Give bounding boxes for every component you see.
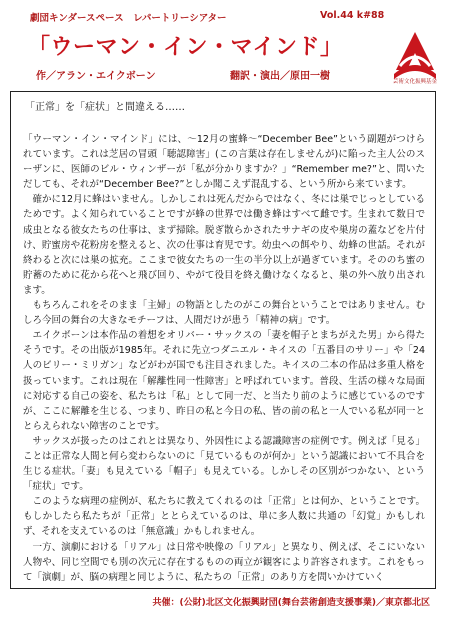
paragraph: このような病理の症例が、私たちに教えてくれるのは「正常」とは何か、ということです。もしかしたら私たちが「正常」ととらえているのは、単に多人数に共通の「幻覚」かもしれず、それを支えているのは「無意識」かもしれません。 — [23, 496, 425, 538]
paragraph: エイクボーンは本作品の着想をオリバー・サックスの「妻を帽子とまちがえた男」から得たそうです。その出版が1985年。それに先立つダニエル・キイスの「五番目のサリー」や「24人のビリー・ミリガン」などがわが国でも注目されました。キイスの二本の作品は多重人格を扱っています。これは現在「解離性同一性障害」と呼ばれています。普段、生活の様々な局面に対応する自己の姿を、私たちは「私」として同一だ、と当たり前のように感じているのですが、ここに解離を生じる、つまり、昨日の私と今日の私、皆の前の私と一人でいる私が同一ととらえられない障害のことです。 — [23, 330, 425, 432]
play-title: 「ウーマン・イン・マインド」 — [28, 35, 343, 60]
sponsor-footer: 共催：(公財)北区文化振興財団(舞台芸術創造支援事業)／東京都北区 — [152, 598, 430, 608]
article-body — [23, 132, 425, 585]
article-lead: 「正常」を「症状」と間違える…… — [25, 102, 185, 113]
paragraph: サックスが扱ったのはこれとは異なり、外因性による認識障害の症例です。例えば「見る」ことは正常な人間と何ら変わらないのに「見ているものが何か」という認識において不具合を生じる症状。「妻」も見えている「帽子」も見えている。しかしその区別がつかない、という「症状」です。 — [23, 435, 425, 493]
paragraph: 確かに12月に蜂はいません。しかしこれは死んだからではなく、冬には巣でじっとしているためです。よく知られていることですが蜂の世界では働き蜂はすべて雌です。生まれて数日で成虫となる彼女たちの仕事は、まず掃除。脱ぎ散らかされたサナギの皮や巣房の蓋などを片付け、貯蜜房や花粉房を整えると、次の仕事は育児です。幼虫への餌やり、幼蜂の世話。それが終わると次には巣の拡充。ここまで彼女たちの一生の半分以上が過ぎています。そののち蜜の貯蓄のために花から花へと飛び回り、やがて役目を終え働けなくなると、巣の外へ放り出されます。 — [23, 194, 425, 296]
paragraph: 「ウーマン・イン・マインド」には、～12月の蜜蜂～“December Bee”という副題がつけられています。これは芝居の冒頭「聴認障害」(この言葉は存在しませんが)に陥った主人公のスーザンに、医師のビル・ウィンザーが「私が分かりますか？」“Remember me?”と、問いただしても、それが“December Bee?”としか聞こえず混乱する、という所から来ています。 — [23, 134, 425, 191]
series-name: 劇団キンダースペース レパートリーシアター — [30, 13, 227, 24]
paragraph: もちろんこれをそのまま「主婦」の物語としたのがこの舞台ということではありません。むしろ今回の舞台の大きなモチーフは、人間だけが患う「精神の病」です。 — [23, 300, 425, 327]
logo-caption: 芸術文化振興基金 — [392, 79, 437, 85]
volume-number: Vol.44 k#88 — [320, 10, 385, 21]
director-credit: 翻訳・演出／原田一樹 — [230, 71, 330, 82]
paragraph: 一方、演劇における「リアル」は日常や映像の「リアル」と異なり、例えば、そこにいない人物や、同じ空間でも別の次元に存在するものの両立が観客により許容されます。これをもって「演劇」が、脳の病理と同じように、私たちの「正常」のあり方を問いかけていく — [23, 541, 425, 583]
series-header — [30, 10, 410, 24]
author-credit: 作／アラン・エイクボーン — [36, 71, 156, 82]
article-box — [10, 91, 436, 589]
